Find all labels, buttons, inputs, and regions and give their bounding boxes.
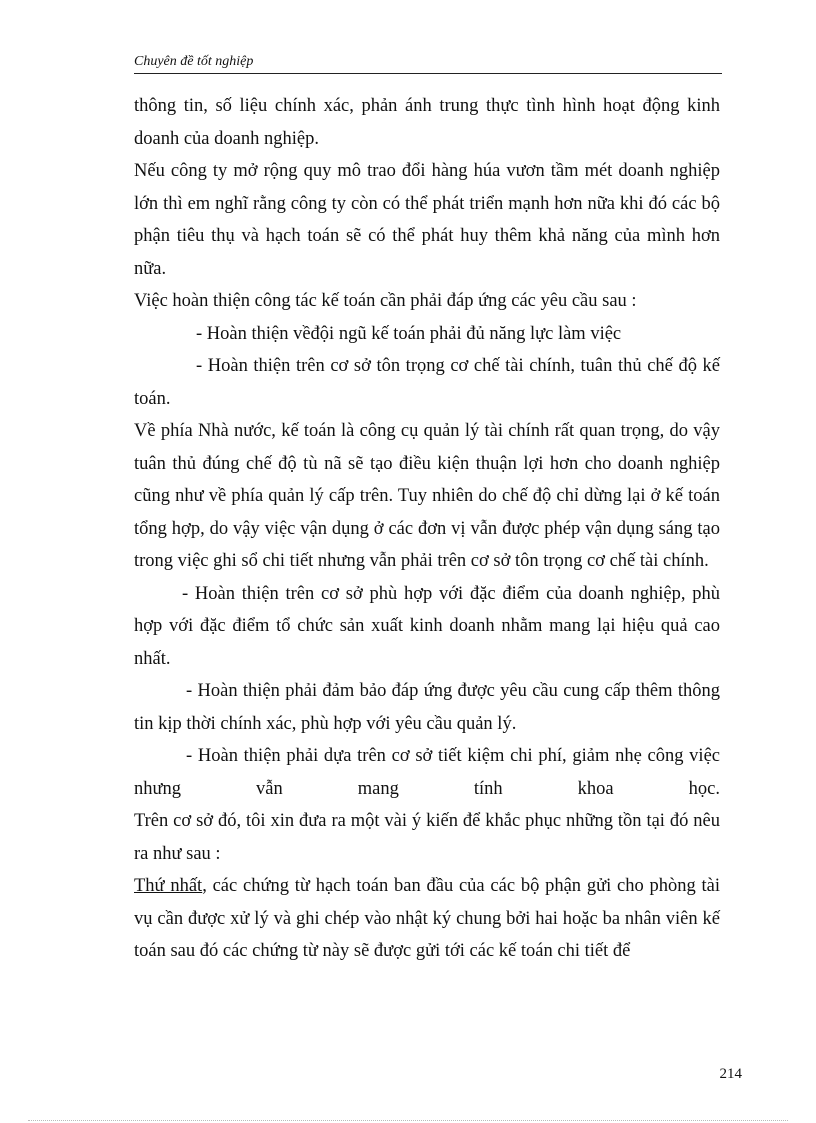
page-number: 214 (719, 1066, 742, 1082)
underlined-lead: Thứ nhất (134, 876, 203, 896)
paragraph (134, 870, 720, 968)
bullet-paragraph: - Hoàn thiện phải đảm bảo đáp ứng được yêu cầu cung cấp thêm thông tin kịp thời chính xác, phù hợp với yêu cầu quản lý. (134, 681, 720, 734)
paragraph: Nếu công ty mở rộng quy mô trao đổi hàng húa vươn tầm mét doanh nghiệp lớn thì em nghĩ rằng công ty còn có thể phát triển mạnh hơn nữa khi đó các bộ phận tiêu thụ và hạch toán sẽ có thể phát huy thêm khả năng của mình hơn nữa. (134, 161, 720, 279)
header-title: Chuyên đề tốt nghiệp (134, 54, 254, 69)
paragraph: Việc hoàn thiện công tác kế toán cần phải đáp ứng các yêu cầu sau : (134, 291, 637, 311)
document-body (134, 90, 720, 968)
paragraph: thông tin, số liệu chính xác, phản ánh trung thực tình hình hoạt động kinh doanh của doanh nghiệp. (134, 96, 720, 149)
paragraph-text: , các chứng từ hạch toán ban đầu của các bộ phận gửi cho phòng tài vụ cần được xử lý và ghi chép vào nhật ký chung bởi hai hoặc ba nhân viên kế toán sau đó các chứng từ này sẽ được gửi tới các kế toán chi tiết để (134, 876, 720, 961)
running-header (134, 53, 722, 74)
bullet-paragraph: - Hoàn thiện trên cơ sở tôn trọng cơ chế tài chính, tuân thủ chế độ kế toán. (134, 356, 720, 409)
paragraph: Về phía Nhà nước, kế toán là công cụ quản lý tài chính rất quan trọng, do vậy tuân thủ đúng chế độ tù nã sẽ tạo điều kiện thuận lợi hơn cho doanh nghiệp cũng như về phía quản lý cấp trên. Tuy nhiên do chế độ chỉ dừng lại ở kế toán tổng hợp, do vậy việc vận dụng ở các đơn vị vẫn được phép vận dụng sáng tạo trong việc ghi sổ chi tiết nhưng vẫn phải trên cơ sở tôn trọng cơ chế tài chính. (134, 421, 720, 571)
page-bottom-divider (28, 1120, 788, 1121)
bullet-paragraph: - Hoàn thiện vềđội ngũ kế toán phải đủ năng lực làm việc (196, 323, 622, 344)
bullet-paragraph: - Hoàn thiện phải dựa trên cơ sở tiết kiệm chi phí, giảm nhẹ công việc nhưng vẫn mang tính khoa học. (134, 746, 720, 799)
bullet-paragraph: - Hoàn thiện trên cơ sở phù hợp với đặc điểm của doanh nghiệp, phù hợp với đặc điểm tổ chức sản xuất kinh doanh nhằm mang lại hiệu quả cao nhất. (134, 583, 720, 669)
paragraph: Trên cơ sở đó, tôi xin đưa ra một vài ý kiến để khắc phục những tồn tại đó nêu ra như sau : (134, 811, 720, 864)
